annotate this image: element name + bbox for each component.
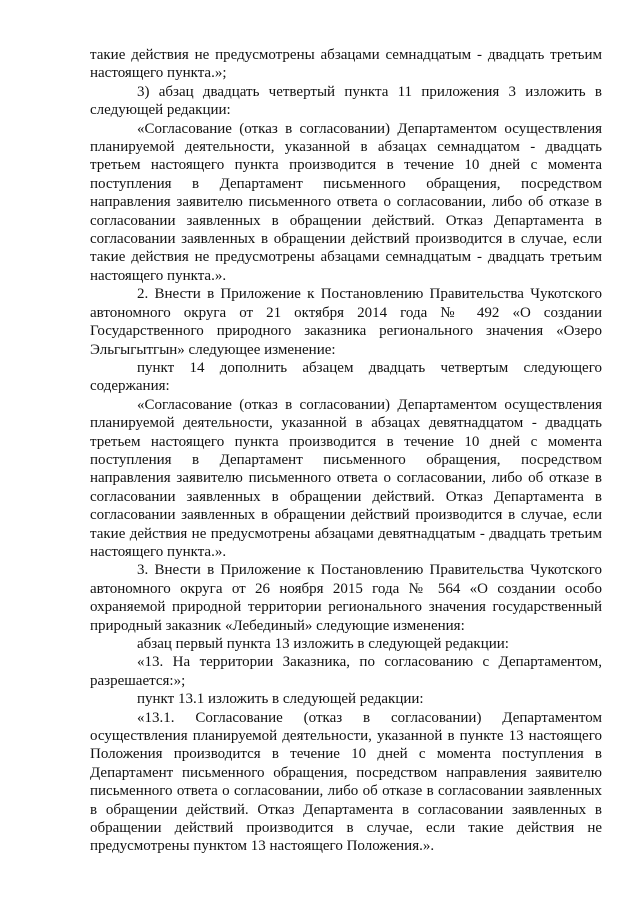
paragraph-quote-13-1: «13.1. Согласование (отказ в согласовании) Департаментом осуществления планируемой деятельности, указанной в пункте 13 настоящего Положения производится в течение 10 дней с момента поступления в Департамент письменного обращения, посредством направления заявителю письменного ответа о согласовании, либо об отказе в согласовании заявленных в обращении действий. Отказ Департамента в согласовании заявленных в обращении действий производится в случае, если такие действия не предусмотрены пунктом 13 настоящего Положения.». [90, 709, 602, 855]
paragraph-quote-13: «13. На территории Заказника, по согласованию с Департаментом, разрешается:»; [90, 654, 602, 689]
paragraph-quote-2: «Согласование (отказ в согласовании) Департаментом осуществления планируемой деятельности, указанной в абзацах девятнадцатом - двадцать третьем настоящего пункта производится в течение 10 дней с момента поступления в Департамент письменного обращения, посредством направления заявителю письменного ответа о согласовании, либо об отказе в согласовании заявленных в обращении действий. Отказ Департамента в согласовании заявленных в обращении действий производится в случае, если такие действия не предусмотрены абзацами девятнадцатым - двадцать третьим настоящего пункта.». [90, 396, 602, 560]
paragraph-point-13-1-intro: пункт 13.1 изложить в следующей редакции: [137, 691, 424, 708]
paragraph-continuation: такие действия не предусмотрены абзацами семнадцатым - двадцать третьим настоящего пункта.»; [90, 47, 602, 82]
paragraph-point-13-intro: абзац первый пункта 13 изложить в следующей редакции: [137, 636, 509, 652]
paragraph-section-3: 3. Внести в Приложение к Постановлению Правительства Чукотского автономного округа от 26 ноября 2015 года № 564 «О создании особо охраняемой природной территории регионального значения государственный природный заказник «Лебединый» следующие изменения: [90, 562, 602, 634]
paragraph-point-14: пункт 14 дополнить абзацем двадцать четвертым следующего содержания: [90, 359, 602, 395]
paragraph-section-2: 2. Внести в Приложение к Постановлению Правительства Чукотского автономного округа от 21 октября 2014 года № 492 «О создании Государственного природного заказника регионального значения «Озеро Эльгыгытгын» следующее изменение: [90, 286, 602, 358]
paragraph-quote-1: «Согласование (отказ в согласовании) Департаментом осуществления планируемой деятельности, указанной в абзацах семнадцатом - двадцать третьем настоящего пункта производится в течение 10 дней с момента поступления в Департамент письменного обращения, посредством направления заявителю письменного ответа о согласовании, либо об отказе в согласовании заявленных в обращении действий. Отказ Департамента в согласовании заявленных в обращении действий производится в случае, если такие действия не предусмотрены абзацами семнадцатым - двадцать третьим настоящего пункта.». [90, 120, 602, 284]
paragraph-item-3: 3) абзац двадцать четвертый пункта 11 приложения 3 изложить в следующей редакции: [90, 83, 602, 119]
document-page [90, 46, 602, 856]
